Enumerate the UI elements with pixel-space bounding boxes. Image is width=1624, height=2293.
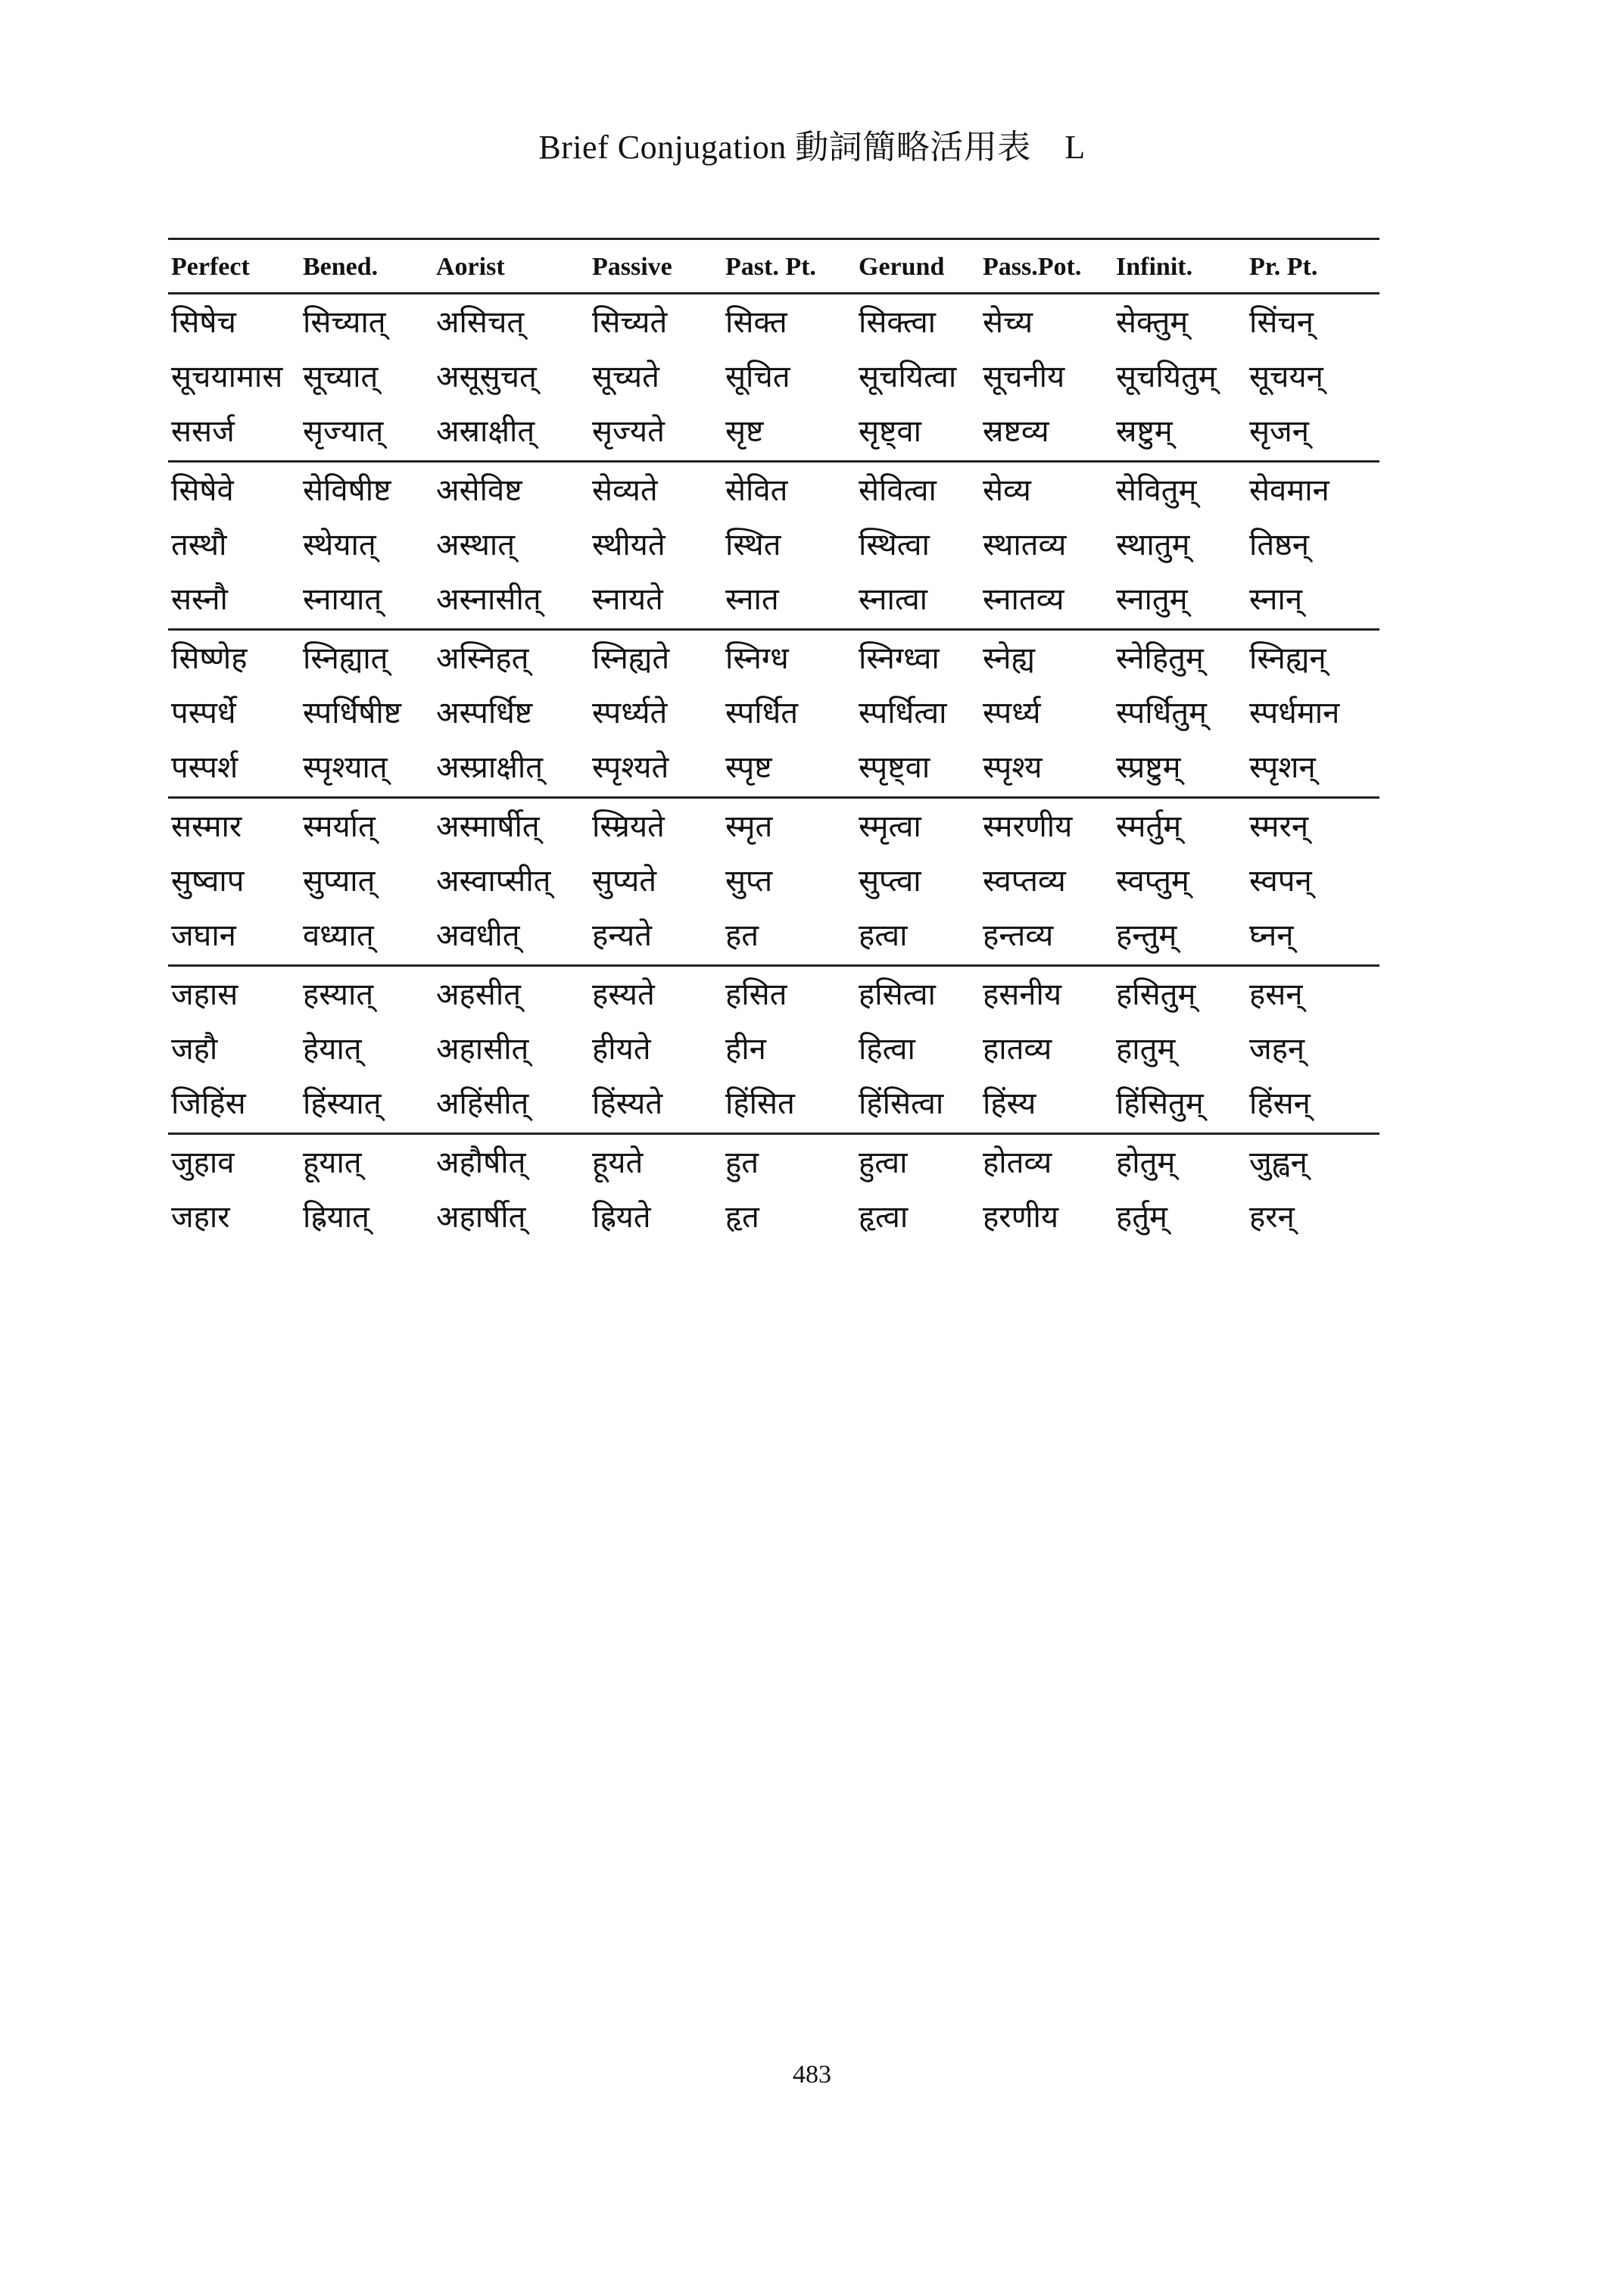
cell-past-participle: स्निग्ध [725,641,789,676]
header-past-participle: Past. Pt. [725,253,816,281]
cell-perfect: पस्पर्श [171,750,238,785]
cell-infinitive: स्रष्टुम् [1116,414,1173,449]
cell-benedictive: हूयात् [303,1145,362,1180]
cell-present-participle: स्वपन् [1249,864,1312,899]
header-passive: Passive [592,253,672,281]
cell-present-participle: स्पृशन् [1249,750,1316,785]
cell-present-participle: हिंसन् [1249,1086,1311,1121]
cell-past-participle: हीन [725,1032,766,1067]
cell-perfect: पस्पर्धे [171,696,236,731]
cell-benedictive: सुप्यात् [303,864,376,899]
cell-aorist: अस्पर्धिष्ट [436,696,533,731]
cell-perfect: जहार [171,1200,230,1235]
cell-passive-potential: स्थातव्य [983,528,1067,562]
cell-past-participle: स्पृष्ट [725,750,772,785]
cell-passive-potential: हिंस्य [983,1086,1036,1121]
cell-aorist: असेविष्ट [436,473,522,508]
cell-passive-potential: हसनीय [983,977,1062,1012]
cell-aorist: अस्नासीत् [436,582,541,617]
cell-passive: सुप्यते [592,864,657,899]
header-perfect: Perfect [171,253,250,281]
cell-gerund: हित्वा [859,1032,915,1067]
cell-infinitive: स्नातुम् [1116,582,1188,617]
cell-past-participle: सेवित [725,473,788,508]
cell-aorist: अस्प्राक्षीत् [436,750,544,785]
cell-present-participle: तिष्ठन् [1249,528,1309,562]
cell-benedictive: सूच्यात् [303,360,379,394]
cell-past-participle: हिंसित [725,1086,795,1121]
cell-infinitive: सूचयितुम् [1116,360,1217,394]
cell-past-participle: सृष्ट [725,414,764,449]
cell-gerund: हुत्वा [859,1145,908,1180]
cell-perfect: सिषेवे [171,473,234,508]
cell-perfect: सस्मार [171,809,242,844]
cell-past-participle: स्मृत [725,809,773,844]
cell-gerund: सूचयित्वा [859,360,957,394]
cell-gerund: सृष्ट्वा [859,414,921,449]
page-title: Brief Conjugation 動詞簡略活用表 L [538,129,1086,166]
cell-infinitive: स्थातुम् [1116,528,1190,562]
cell-gerund: स्नात्वा [859,582,928,617]
cell-benedictive: सृज्यात् [303,414,384,449]
cell-aorist: असिचत् [436,305,525,340]
cell-passive: हूयते [592,1145,644,1180]
cell-past-participle: स्नात [725,582,779,617]
cell-aorist: अस्निहत् [436,641,529,676]
cell-passive-potential: सूचनीय [983,360,1065,394]
cell-passive-potential: स्रष्टव्य [983,414,1049,449]
cell-passive-potential: स्नेह्य [983,641,1035,676]
cell-benedictive: सेविषीष्ट [303,473,391,508]
cell-perfect: सुष्वाप [171,864,245,899]
cell-perfect: सिष्णेह [171,641,248,676]
cell-gerund: स्निग्ध्वा [859,641,940,676]
cell-passive: स्पर्ध्यते [592,696,668,731]
table-row [168,350,1379,404]
cell-gerund: स्पर्धित्वा [859,696,947,731]
cell-perfect: ससर्ज [171,414,235,449]
table-row [168,740,1379,795]
cell-perfect: जुहाव [171,1145,235,1180]
header-gerund: Gerund [859,253,945,281]
cell-passive-potential: हन्तव्य [983,918,1054,953]
cell-gerund: हृत्वा [859,1200,909,1235]
cell-passive-potential: सेव्य [983,473,1031,508]
cell-perfect: जहास [171,977,238,1012]
cell-perfect: जिहिंस [171,1086,246,1121]
cell-present-participle: हरन् [1249,1200,1295,1235]
cell-present-participle: हसन् [1249,977,1303,1012]
cell-infinitive: हिंसितुम् [1116,1086,1204,1121]
cell-perfect: जघान [171,918,236,953]
cell-present-participle: स्निह्यन् [1249,641,1326,676]
header-aorist: Aorist [436,253,505,281]
table-row [168,631,1379,686]
table-row [168,404,1379,459]
cell-aorist: अस्थात् [436,528,516,562]
cell-passive: सूच्यते [592,360,659,394]
cell-infinitive: स्वप्तुम् [1116,864,1189,899]
cell-benedictive: वध्यात् [303,918,374,953]
cell-passive: हन्यते [592,918,653,953]
cell-infinitive: स्पर्धितुम् [1116,696,1207,731]
header-present-participle: Pr. Pt. [1249,253,1318,281]
cell-passive: हस्यते [592,977,655,1012]
cell-passive: हीयते [592,1032,651,1067]
cell-benedictive: स्नायात् [303,582,382,617]
cell-passive: स्नायते [592,582,663,617]
group-divider [168,964,1379,967]
cell-benedictive: हिंस्यात् [303,1086,382,1121]
cell-past-participle: हसित [725,977,787,1012]
cell-passive-potential: हातव्य [983,1032,1052,1067]
cell-passive-potential: हरणीय [983,1200,1059,1235]
cell-past-participle: स्थित [725,528,781,562]
cell-past-participle: सुप्त [725,864,773,899]
table-row [168,1076,1379,1131]
group-divider [168,628,1379,631]
cell-aorist: अहार्षीत् [436,1200,526,1235]
cell-aorist: अहौषीत् [436,1145,526,1180]
cell-passive: सृज्यते [592,414,665,449]
group-divider [168,460,1379,463]
header-passive-potential: Pass.Pot. [983,253,1082,281]
cell-benedictive: ह्रियात् [303,1200,369,1235]
table-top-rule [168,238,1379,240]
cell-present-participle: स्पर्धमान [1249,696,1340,731]
cell-present-participle: जहन् [1249,1032,1305,1067]
cell-benedictive: हस्यात् [303,977,374,1012]
cell-past-participle: हुत [725,1145,759,1180]
cell-past-participle: सूचित [725,360,790,394]
cell-perfect: तस्थौ [171,528,227,562]
cell-gerund: सुप्त्वा [859,864,921,899]
cell-infinitive: होतुम् [1116,1145,1176,1180]
cell-benedictive: स्निह्यात् [303,641,388,676]
cell-passive-potential: होतव्य [983,1145,1052,1180]
cell-passive-potential: स्पृश्य [983,750,1043,785]
table-row [168,1136,1379,1190]
cell-gerund: हत्वा [859,918,908,953]
cell-aorist: अहसीत् [436,977,521,1012]
table-row [168,967,1379,1022]
table-row [168,572,1379,627]
cell-past-participle: हत [725,918,759,953]
table-row [168,1022,1379,1076]
cell-past-participle: सिक्त [725,305,787,340]
cell-present-participle: स्मरन् [1249,809,1309,844]
cell-gerund: हिंसित्वा [859,1086,944,1121]
cell-perfect: सिषेच [171,305,236,340]
table-row [168,1190,1379,1245]
table-row [168,518,1379,572]
cell-benedictive: स्पृश्यात् [303,750,388,785]
cell-passive-potential: स्मरणीय [983,809,1073,844]
cell-passive-potential: स्वप्तव्य [983,864,1066,899]
cell-present-participle: सृजन् [1249,414,1309,449]
cell-present-participle: जुह्वन् [1249,1145,1308,1180]
cell-benedictive: सिच्यात् [303,305,386,340]
cell-present-participle: घ्नन् [1249,918,1294,953]
cell-passive-potential: सेच्य [983,305,1033,340]
cell-infinitive: हसितुम् [1116,977,1196,1012]
cell-passive-potential: स्नातव्य [983,582,1064,617]
cell-present-participle: सेवमान [1249,473,1329,508]
cell-passive: स्म्रियते [592,809,665,844]
table-row [168,799,1379,854]
table-header-row [168,242,1379,297]
cell-passive: स्पृश्यते [592,750,669,785]
cell-passive: स्थीयते [592,528,665,562]
cell-aorist: अहासीत् [436,1032,529,1067]
table-row [168,463,1379,518]
cell-passive: हिंस्यते [592,1086,663,1121]
cell-infinitive: स्नेहितुम् [1116,641,1204,676]
cell-benedictive: स्थेयात् [303,528,376,562]
cell-gerund: हसित्वा [859,977,936,1012]
group-divider [168,1132,1379,1135]
cell-infinitive: स्मर्तुम् [1116,809,1182,844]
cell-aorist: अस्राक्षीत् [436,414,535,449]
header-infinitive: Infinit. [1116,253,1193,281]
cell-gerund: स्थित्वा [859,528,930,562]
cell-past-participle: स्पर्धित [725,696,799,731]
cell-aorist: अवधीत् [436,918,520,953]
cell-gerund: स्पृष्ट्वा [859,750,930,785]
cell-benedictive: स्पर्धिषीष्ट [303,696,402,731]
cell-infinitive: हातुम् [1116,1032,1176,1067]
page-number: 483 [793,2061,831,2089]
cell-benedictive: हेयात् [303,1032,362,1067]
table-row [168,686,1379,740]
table-row [168,854,1379,908]
cell-infinitive: सेवितुम् [1116,473,1197,508]
cell-perfect: सस्नौ [171,582,228,617]
cell-aorist: अस्वाप्सीत् [436,864,551,899]
header-benedictive: Bened. [303,253,379,281]
cell-passive: सेव्यते [592,473,658,508]
cell-present-participle: सूचयन् [1249,360,1323,394]
cell-infinitive: स्प्रष्टुम् [1116,750,1181,785]
cell-passive-potential: स्पर्ध्य [983,696,1041,731]
cell-gerund: स्मृत्वा [859,809,921,844]
cell-passive: स्निह्यते [592,641,670,676]
cell-present-participle: सिंचन् [1249,305,1314,340]
cell-past-participle: हृत [725,1200,759,1235]
table-row [168,908,1379,963]
table-row [168,295,1379,350]
cell-aorist: अस्मार्षीत् [436,809,540,844]
cell-infinitive: हर्तुम् [1116,1200,1167,1235]
cell-aorist: असूसुचत् [436,360,537,394]
cell-aorist: अहिंसीत् [436,1086,529,1121]
cell-passive: सिच्यते [592,305,668,340]
cell-infinitive: हन्तुम् [1116,918,1177,953]
cell-infinitive: सेक्तुम् [1116,305,1189,340]
cell-gerund: सिक्त्वा [859,305,937,340]
cell-passive: ह्रियते [592,1200,651,1235]
cell-perfect: सूचयामास [171,360,283,394]
cell-perfect: जहौ [171,1032,218,1067]
cell-benedictive: स्मर्यात् [303,809,376,844]
header-bottom-rule [168,292,1379,294]
cell-gerund: सेवित्वा [859,473,937,508]
group-divider [168,796,1379,799]
cell-present-participle: स्नान् [1249,582,1303,617]
